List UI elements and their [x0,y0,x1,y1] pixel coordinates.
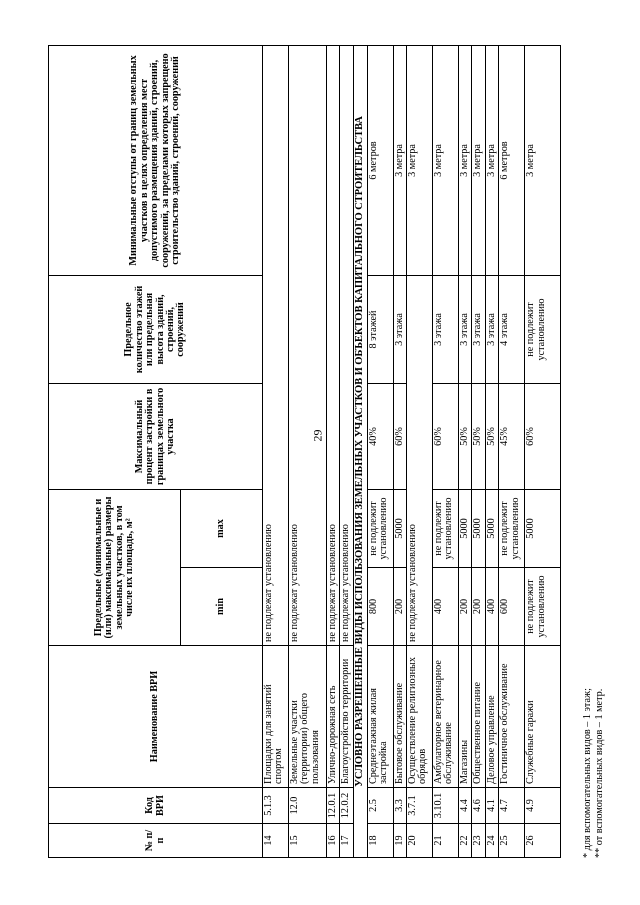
row-code: 5.1.3 [263,788,289,824]
row-max: 5000 [472,489,485,567]
page-number: 29 [310,429,325,442]
row-percent: 50% [459,383,472,489]
section-row [353,45,367,857]
row-max: 5000 [459,489,472,567]
row-num: 20 [407,824,433,858]
row-name: Благоустройство территории [340,646,353,788]
row-floors: 3 этажа [393,275,406,383]
header-percent: Максимальный процент застройки в границах земельного участка [49,383,263,489]
row-setback: 3 метра [459,45,472,275]
row-setback: 3 метра [525,45,561,275]
table-row [459,45,472,857]
row-name: Гостиничное обслуживание [499,646,525,788]
row-max: 5000 [393,489,406,567]
row-min: 400 [485,568,498,646]
row-code: 4.1 [485,788,498,824]
row-setback: 3 метра [407,45,433,275]
row-min: 200 [393,568,406,646]
row-num: 24 [485,824,498,858]
row-floors: не подлежит установлению [525,275,561,383]
table-row [433,45,459,857]
row-floors: 8 этажей [367,275,393,383]
row-setback: 3 метра [393,45,406,275]
row-name: Площадки для занятий спортом [263,646,289,788]
row-floors: 3 этажа [459,275,472,383]
row-num: 17 [340,824,353,858]
row-code: 4.4 [459,788,472,824]
footnotes [582,688,605,858]
row-name: Общественное питание [472,646,485,788]
row-percent: 40% [367,383,393,489]
header-name: Наименование ВРИ [49,646,263,788]
row-name: Осуществление религиозных обрядов [407,646,433,788]
header-setback: Минимальные отступы от границ земельных участков в целях определения мест допустимого размещения зданий, строений, сооружений, за пределами которых запрещено строительство зданий, строений, сооружений [49,45,263,275]
row-setback: 6 метров [367,45,393,275]
row-num: 15 [289,824,327,858]
table-row [393,45,406,857]
row-min: 600 [499,568,525,646]
row-min: 200 [472,568,485,646]
table-row [263,45,289,857]
row-num: 19 [393,824,406,858]
row-max: не подлежит установлению [367,489,393,567]
row-num: 18 [367,824,393,858]
row-name: Служебные гаражи [525,646,561,788]
row-code: 4.9 [525,788,561,824]
row-name: Амбулаторное ветеринарное обслуживание [433,646,459,788]
footnote-one: * для вспомогательных видов – 1 этаж; [582,688,593,858]
table-row [289,45,327,857]
row-max: 5000 [485,489,498,567]
row-num: 14 [263,824,289,858]
row-merged: не подлежат установлению [289,45,327,645]
row-num: 21 [433,824,459,858]
row-name: Среднеэтажная жилая застройка [367,646,393,788]
row-code: 12.0.1 [327,788,340,824]
table-row [499,45,525,857]
row-percent: 60% [433,383,459,489]
table-row [340,45,353,857]
row-max: не подлежит установлению [499,489,525,567]
row-name: Деловое управление [485,646,498,788]
row-name: Магазины [459,646,472,788]
header-floors: Предельное количество этажей или предельная высота зданий, строений, сооружений [49,275,263,383]
row-merged: не подлежат установлению [407,275,433,645]
row-num: 25 [499,824,525,858]
row-num: 16 [327,824,340,858]
row-code: 4.7 [499,788,525,824]
row-code: 12.0.2 [340,788,353,824]
row-percent: 60% [393,383,406,489]
table-row [367,45,393,857]
row-merged: не подлежат установлению [263,45,289,645]
table-row [485,45,498,857]
row-merged: не подлежат установлению [327,45,340,645]
row-name: Бытовое обслуживание [393,646,406,788]
table-row [472,45,485,857]
table-row [525,45,561,857]
table-row [407,45,433,857]
row-setback: 3 метра [485,45,498,275]
row-code: 2.5 [367,788,393,824]
row-name: Земельные участки (территории) общего пользования [289,646,327,788]
row-max: не подлежит установлению [433,489,459,567]
row-percent: 60% [525,383,561,489]
row-min: 200 [459,568,472,646]
row-floors: 3 этажа [433,275,459,383]
row-code: 4.6 [472,788,485,824]
row-percent: 50% [472,383,485,489]
row-floors: 4 этажа [499,275,525,383]
row-percent: 50% [485,383,498,489]
row-merged: не подлежат установлению [340,45,353,645]
row-floors: 3 этажа [472,275,485,383]
row-num: 23 [472,824,485,858]
row-code: 12.0 [289,788,327,824]
row-name: Улично-дорожная сеть [327,646,340,788]
row-code: 3.7.1 [407,788,433,824]
footnote-two: ** от вспомогательных видов – 1 метр. [593,688,605,858]
row-min: 800 [367,568,393,646]
table-row [327,45,340,857]
row-setback: 6 метров [499,45,525,275]
header-code: Код ВРИ [49,788,263,824]
section-title: УСЛОВНО РАЗРЕШЕННЫЕ ВИДЫ ИСПОЛЬЗОВАНИЯ ЗЕМЕЛЬНЫХ УЧАСТКОВ И ОБЪЕКТОВ КАПИТАЛЬНОГО СТРОИТЕЛЬСТВА [353,45,367,857]
header-min: min [181,568,263,646]
row-code: 3.3 [393,788,406,824]
row-setback: 3 метра [433,45,459,275]
header-size: Предельные (минимальные и (или) максимальные) размеры земельных участков, в том числе их площадь, м² [49,489,181,645]
row-num: 26 [525,824,561,858]
row-num: 22 [459,824,472,858]
row-percent: 45% [499,383,525,489]
row-max: 5000 [525,489,561,567]
row-floors: 3 этажа [485,275,498,383]
row-code: 3.10.1 [433,788,459,824]
rotated-page-content [48,46,605,858]
header-num: № п/п [49,824,263,858]
regulations-table [48,45,561,858]
row-setback: 3 метра [472,45,485,275]
row-min: не подлежит установлению [525,568,561,646]
row-min: 400 [433,568,459,646]
header-max: max [181,489,263,567]
